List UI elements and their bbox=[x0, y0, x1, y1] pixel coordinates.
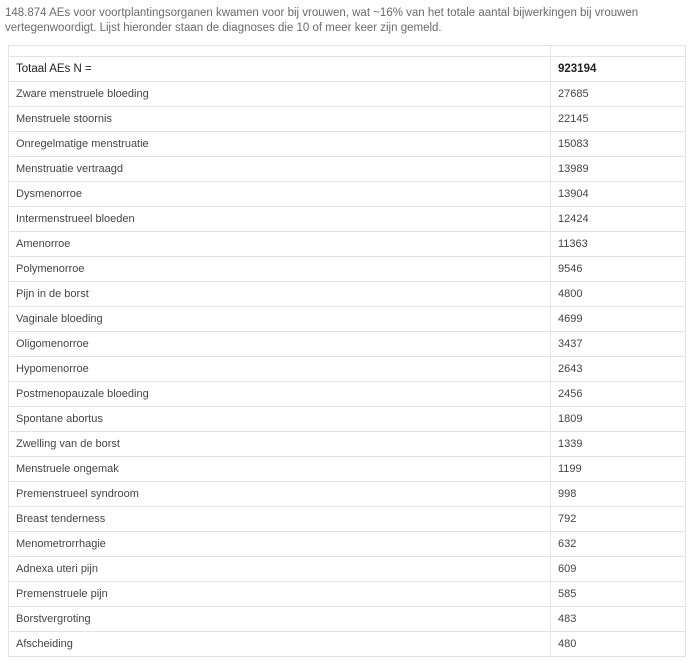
table-spacer-row bbox=[9, 46, 686, 57]
table-row bbox=[9, 132, 686, 157]
diagnosis-name: Polymenorroe bbox=[9, 257, 551, 282]
diagnosis-count: 609 bbox=[551, 557, 686, 582]
diagnosis-name: Menstruele stoornis bbox=[9, 107, 551, 132]
diagnosis-count: 1809 bbox=[551, 407, 686, 432]
table-row bbox=[9, 257, 686, 282]
table-row bbox=[9, 282, 686, 307]
adverse-events-table bbox=[8, 45, 686, 657]
diagnosis-name: Breast tenderness bbox=[9, 507, 551, 532]
diagnosis-count: 9546 bbox=[551, 257, 686, 282]
table-row bbox=[9, 307, 686, 332]
diagnosis-name: Premenstruele pijn bbox=[9, 582, 551, 607]
table-row bbox=[9, 607, 686, 632]
table-row bbox=[9, 582, 686, 607]
diagnosis-count: 3437 bbox=[551, 332, 686, 357]
diagnosis-name: Premenstrueel syndroom bbox=[9, 482, 551, 507]
diagnosis-name: Spontane abortus bbox=[9, 407, 551, 432]
table-row bbox=[9, 532, 686, 557]
intro-paragraph: 148.874 AEs voor voortplantingsorganen kwamen voor bij vrouwen, wat ~16% van het totale aantal bijwerkingen bij vrouwen vertegenwoordigt. Lijst hieronder staan de diagnoses die 10 of meer keer zijn gemeld. bbox=[5, 7, 639, 34]
table-row bbox=[9, 182, 686, 207]
diagnosis-count: 13904 bbox=[551, 182, 686, 207]
diagnosis-name: Afscheiding bbox=[9, 632, 551, 657]
diagnosis-count: 2456 bbox=[551, 382, 686, 407]
diagnosis-name: Borstvergroting bbox=[9, 607, 551, 632]
diagnosis-name: Intermenstrueel bloeden bbox=[9, 207, 551, 232]
spacer-cell bbox=[9, 46, 551, 57]
diagnosis-name: Amenorroe bbox=[9, 232, 551, 257]
table-row bbox=[9, 357, 686, 382]
diagnosis-name: Menometrorrhagie bbox=[9, 532, 551, 557]
table-row bbox=[9, 557, 686, 582]
diagnosis-count: 585 bbox=[551, 582, 686, 607]
diagnosis-name: Menstruatie vertraagd bbox=[9, 157, 551, 182]
diagnosis-name: Pijn in de borst bbox=[9, 282, 551, 307]
diagnosis-count: 13989 bbox=[551, 157, 686, 182]
table-row bbox=[9, 482, 686, 507]
diagnosis-name: Zware menstruele bloeding bbox=[9, 82, 551, 107]
total-label: Totaal AEs N = bbox=[9, 57, 551, 82]
table-row bbox=[9, 232, 686, 257]
diagnosis-count: 632 bbox=[551, 532, 686, 557]
diagnosis-count: 15083 bbox=[551, 132, 686, 157]
total-value: 923194 bbox=[551, 57, 686, 82]
diagnosis-name: Oligomenorroe bbox=[9, 332, 551, 357]
diagnosis-count: 998 bbox=[551, 482, 686, 507]
table-row bbox=[9, 632, 686, 657]
table-row bbox=[9, 407, 686, 432]
diagnosis-name: Onregelmatige menstruatie bbox=[9, 132, 551, 157]
diagnosis-count: 1199 bbox=[551, 457, 686, 482]
diagnosis-name: Postmenopauzale bloeding bbox=[9, 382, 551, 407]
table-row bbox=[9, 82, 686, 107]
diagnosis-count: 22145 bbox=[551, 107, 686, 132]
diagnosis-count: 792 bbox=[551, 507, 686, 532]
diagnosis-name: Dysmenorroe bbox=[9, 182, 551, 207]
diagnosis-count: 12424 bbox=[551, 207, 686, 232]
diagnosis-name: Zwelling van de borst bbox=[9, 432, 551, 457]
diagnosis-name: Vaginale bloeding bbox=[9, 307, 551, 332]
diagnosis-count: 4699 bbox=[551, 307, 686, 332]
diagnosis-count: 1339 bbox=[551, 432, 686, 457]
diagnosis-count: 4800 bbox=[551, 282, 686, 307]
diagnosis-name: Adnexa uteri pijn bbox=[9, 557, 551, 582]
table-row bbox=[9, 432, 686, 457]
diagnosis-count: 27685 bbox=[551, 82, 686, 107]
table-body bbox=[9, 46, 686, 657]
spacer-cell bbox=[551, 46, 686, 57]
table-row bbox=[9, 107, 686, 132]
diagnosis-count: 2643 bbox=[551, 357, 686, 382]
table-row bbox=[9, 382, 686, 407]
table-row bbox=[9, 457, 686, 482]
table-row bbox=[9, 207, 686, 232]
diagnosis-name: Menstruele ongemak bbox=[9, 457, 551, 482]
table-row bbox=[9, 507, 686, 532]
diagnosis-name: Hypomenorroe bbox=[9, 357, 551, 382]
diagnosis-count: 480 bbox=[551, 632, 686, 657]
table-row bbox=[9, 332, 686, 357]
diagnosis-count: 483 bbox=[551, 607, 686, 632]
total-row bbox=[9, 57, 686, 82]
table-row bbox=[9, 157, 686, 182]
diagnosis-count: 11363 bbox=[551, 232, 686, 257]
